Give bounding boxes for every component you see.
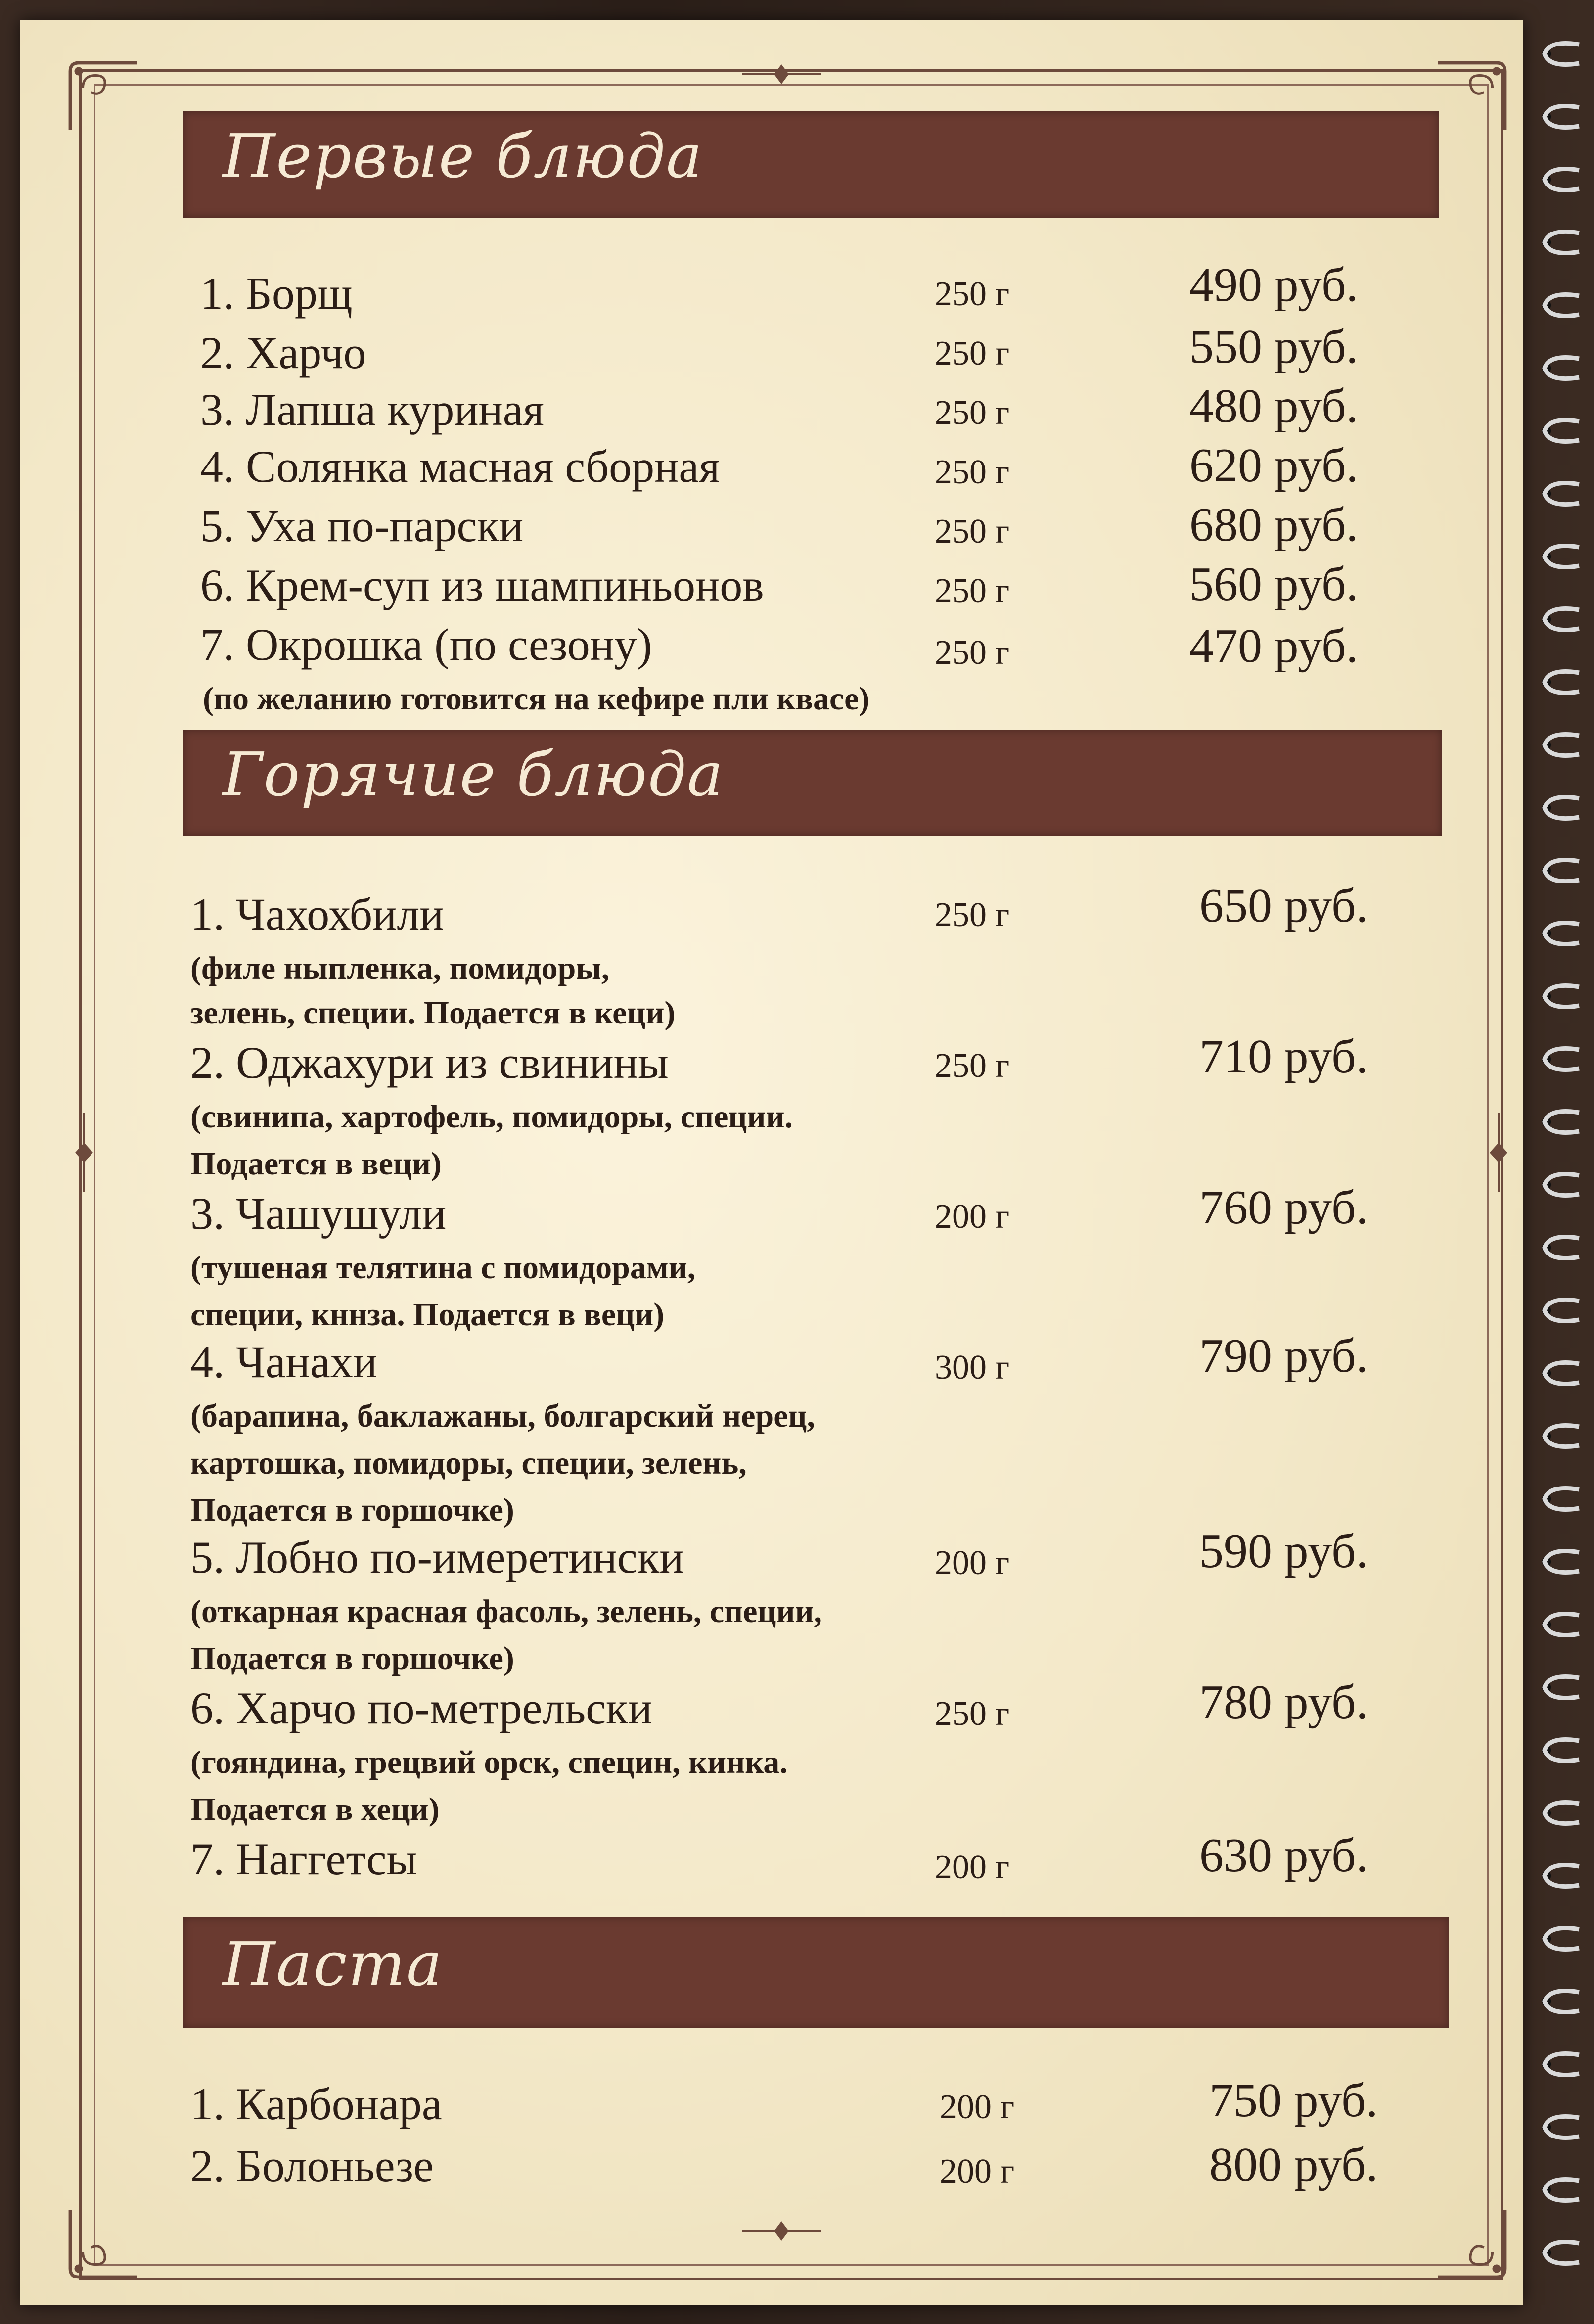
spiral-ring-icon: [1540, 417, 1583, 445]
dish-name: 6. Харчо по-метрельски: [190, 1683, 652, 1733]
spiral-ring-icon: [1540, 479, 1583, 508]
dish-price: 560 руб.: [1189, 558, 1359, 611]
dish-name: 5. Уха по-парски: [200, 501, 524, 551]
dish-weight: 250 г: [935, 453, 1010, 491]
menu-page: [20, 20, 1523, 2305]
dish-name: 1. Карбонара: [190, 2079, 442, 2129]
dish-description: специи, кннза. Подается в веци): [190, 1297, 665, 1333]
dish-price: 680 руб.: [1189, 498, 1359, 552]
dish-price: 790 руб.: [1199, 1329, 1368, 1383]
dish-description: Подается в горшочке): [190, 1640, 514, 1676]
dish-weight: 200 г: [935, 1544, 1010, 1582]
dish-name: 6. Крем-суп из шампиньонов: [200, 560, 764, 610]
dish-price: 550 руб.: [1189, 320, 1359, 373]
dish-price: 470 руб.: [1189, 619, 1359, 673]
spiral-ring-icon: [1540, 1861, 1583, 1890]
dish-name: 2. Болоньезе: [190, 2140, 434, 2191]
dish-description: (по желанию готовится на кефире пли квасе): [203, 681, 870, 717]
spiral-ring-icon: [1540, 1422, 1583, 1450]
dish-price: 780 руб.: [1199, 1675, 1368, 1729]
dish-name: 4. Солянка масная сборная: [200, 441, 720, 492]
divider-ornament-icon: [742, 59, 821, 89]
spiral-ring-icon: [1540, 291, 1583, 320]
dish-price: 760 руб.: [1199, 1181, 1368, 1234]
dish-weight: 250 г: [935, 394, 1010, 432]
dish-price: 650 руб.: [1199, 879, 1368, 932]
spiral-ring-icon: [1540, 1673, 1583, 1702]
dish-weight: 300 г: [935, 1348, 1010, 1387]
dish-description: Подается в горшочке): [190, 1492, 514, 1528]
dish-price: 590 руб.: [1199, 1525, 1368, 1578]
dish-description: Подается в веци): [190, 1146, 442, 1182]
spiral-ring-icon: [1540, 1170, 1583, 1199]
dish-description: картошка, помидоры, специи, зелень,: [190, 1445, 747, 1481]
spiral-ring-icon: [1540, 731, 1583, 759]
spiral-ring-icon: [1540, 2176, 1583, 2204]
dish-price: 620 руб.: [1189, 439, 1359, 492]
corner-ornament-icon: [62, 54, 146, 139]
section-banner: [183, 111, 1439, 218]
spiral-ring-icon: [1540, 1987, 1583, 2016]
spiral-ring-icon: [1540, 102, 1583, 131]
corner-ornament-icon: [1429, 2201, 1513, 2285]
spiral-ring-icon: [1540, 668, 1583, 697]
dish-description: зелень, специи. Подается в кеци): [190, 995, 676, 1031]
spiral-ring-icon: [1540, 1359, 1583, 1388]
spiral-ring-icon: [1540, 1108, 1583, 1136]
spiral-ring-icon: [1540, 354, 1583, 382]
spiral-ring-icon: [1540, 1296, 1583, 1325]
dish-price: 490 руб.: [1189, 258, 1359, 312]
dish-weight: 250 г: [935, 275, 1010, 313]
dish-description: (тушеная телятина с помидорами,: [190, 1250, 696, 1286]
dish-weight: 200 г: [935, 1848, 1010, 1886]
spiral-ring-icon: [1540, 1547, 1583, 1576]
dish-price: 750 руб.: [1209, 2074, 1378, 2127]
dish-name: 4. Чанахи: [190, 1337, 377, 1387]
spiral-ring-icon: [1540, 2050, 1583, 2079]
divider-ornament-icon: [742, 2216, 821, 2246]
dish-weight: 250 г: [935, 896, 1010, 934]
spiral-ring-icon: [1540, 1736, 1583, 1765]
dish-name: 2. Оджахури из свинины: [190, 1037, 669, 1088]
dish-description: (барапина, баклажаны, болгарский нерец,: [190, 1398, 816, 1434]
spiral-ring-icon: [1540, 165, 1583, 194]
dish-description: (откарная красная фасоль, зелень, специи,: [190, 1593, 822, 1629]
section-title: Горячие блюда: [223, 740, 725, 810]
spiral-ring-icon: [1540, 1799, 1583, 1827]
dish-description: (филе ныпленка, помидоры,: [190, 950, 610, 986]
spiral-binding: [1531, 0, 1594, 2324]
dish-name: 1. Борщ: [200, 268, 353, 319]
spiral-ring-icon: [1540, 2113, 1583, 2141]
dish-name: 1. Чахохбили: [190, 889, 444, 939]
dish-name: 3. Чашушули: [190, 1188, 447, 1239]
spiral-ring-icon: [1540, 605, 1583, 634]
corner-ornament-icon: [1429, 54, 1513, 139]
spiral-ring-icon: [1540, 919, 1583, 948]
dish-description: Подается в хеци): [190, 1791, 440, 1827]
dish-weight: 250 г: [935, 1695, 1010, 1733]
section-title: Первые блюда: [223, 121, 703, 191]
dish-name: 2. Харчо: [200, 327, 366, 378]
dish-weight: 250 г: [935, 512, 1010, 551]
spiral-ring-icon: [1540, 793, 1583, 822]
dish-description: (гояндина, грецвий орск, специн, кинка.: [190, 1744, 788, 1780]
section-banner: [183, 730, 1442, 836]
spiral-ring-icon: [1540, 982, 1583, 1011]
spiral-ring-icon: [1540, 1610, 1583, 1639]
dish-name: 7. Окрошка (по сезону): [200, 619, 652, 670]
dish-price: 630 руб.: [1199, 1829, 1368, 1882]
section-banner: [183, 1917, 1449, 2028]
divider-ornament-icon: [1484, 1113, 1513, 1192]
dish-weight: 250 г: [935, 334, 1010, 372]
spiral-ring-icon: [1540, 542, 1583, 571]
dish-weight: 250 г: [935, 572, 1010, 610]
spiral-ring-icon: [1540, 1045, 1583, 1073]
dish-weight: 200 г: [940, 2088, 1015, 2126]
spiral-ring-icon: [1540, 1485, 1583, 1513]
spiral-ring-icon: [1540, 1924, 1583, 1953]
spiral-ring-icon: [1540, 856, 1583, 885]
divider-ornament-icon: [69, 1113, 99, 1192]
dish-weight: 200 г: [935, 1198, 1010, 1236]
corner-ornament-icon: [62, 2201, 146, 2285]
dish-price: 710 руб.: [1199, 1030, 1368, 1083]
section-title: Паста: [223, 1929, 443, 1999]
dish-name: 7. Наггетсы: [190, 1834, 417, 1884]
dish-weight: 200 г: [940, 2152, 1015, 2190]
spiral-ring-icon: [1540, 2238, 1583, 2267]
dish-weight: 250 г: [935, 634, 1010, 672]
dish-description: (свинипа, хартофель, помидоры, специи.: [190, 1099, 793, 1135]
dish-price: 800 руб.: [1209, 2138, 1378, 2191]
dish-price: 480 руб.: [1189, 379, 1359, 433]
spiral-ring-icon: [1540, 40, 1583, 68]
dish-name: 3. Лапша куриная: [200, 384, 544, 435]
dish-name: 5. Лобно по-имеретински: [190, 1532, 684, 1582]
spiral-ring-icon: [1540, 228, 1583, 257]
dish-weight: 250 г: [935, 1047, 1010, 1085]
spiral-ring-icon: [1540, 1233, 1583, 1262]
